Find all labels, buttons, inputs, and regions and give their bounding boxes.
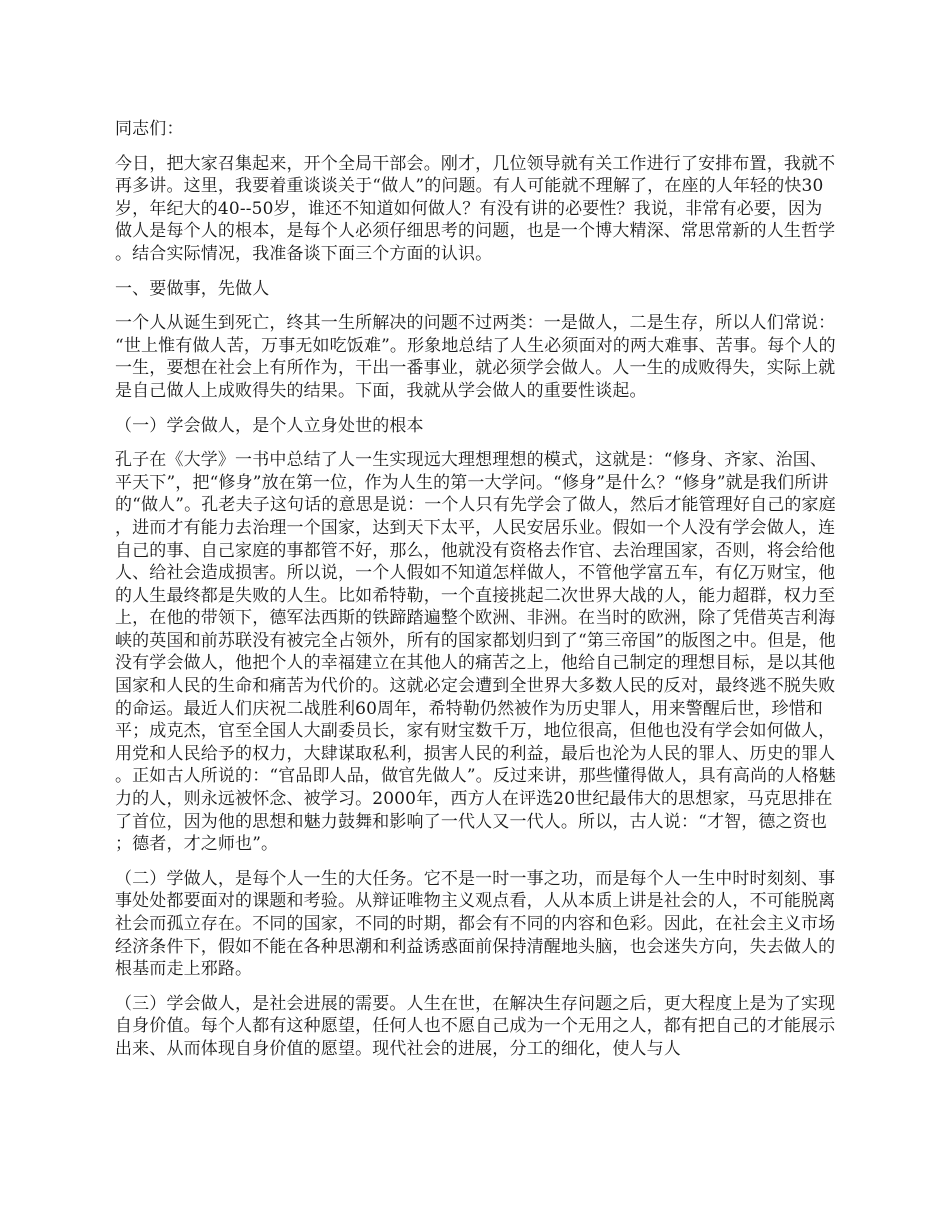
document-page	[115, 118, 839, 1073]
subsection-1-paragraph: 孔子在《大学》一书中总结了人一生实现远大理想理想的模式，这就是：“修身、齐家、治国、平天下”，把“修身”放在第一位，作为人生的第一大学问。“修身”是什么？“修身”就是我们所讲的“做人”。孔老夫子这句话的意思是说：一个人只有先学会了做人，然后才能管理好自己的家庭，进而才有能力去治理一个国家，达到天下太平，人民安居乐业。假如一个人没有学会做人，连自己的事、自己家庭的事都管不好，那么，他就没有资格去作官、去治理国家，否则，将会给他人、给社会造成损害。所以说，一个人假如不知道怎样做人，不管他学富五车，有亿万财宝，他的人生最终都是失败的人生。比如希特勒，一个直接挑起二次世界大战的人，能力超群，权力至上，在他的带领下，德军法西斯的铁蹄踏遍整个欧洲、非洲。在当时的欧洲，除了凭借英吉利海峡的英国和前苏联没有被完全占领外，所有的国家都划归到了“第三帝国”的版图之中。但是，他没有学会做人，他把个人的幸福建立在其他人的痛苦之上，他给自己制定的理想目标，是以其他国家和人民的生命和痛苦为代价的。这就必定会遭到全世界大多数人民的反对，最终逃不脱失败的命运。最近人们庆祝二战胜利60周年，希特勒仍然被作为历史罪人，用来警醒后世，珍惜和平；成克杰，官至全国人大副委员长，家有财宝数千万，地位很高，但他也没有学会如何做人，用党和人民给予的权力，大肆谋取私利，损害人民的利益，最后也沦为人民的罪人、历史的罪人。正如古人所说的：“官品即人品，做官先做人”。反过来讲，那些懂得做人，具有高尚的人格魅力的人，则永远被怀念、被学习。2000年，西方人在评选20世纪最伟大的思想家，马克思排在了首位，因为他的思想和魅力鼓舞和影响了一代人又一代人。所以，古人说：“才智，德之资也；德者，才之师也”。	[115, 450, 836, 855]
section-1-paragraph: 一个人从诞生到死亡，终其一生所解决的问题不过两类：一是做人，二是生存，所以人们常说：“世上惟有做人苦，万事无如吃饭难”。形象地总结了人生必须面对的两大难事、苦事。每个人的一生，要想在社会上有所作为，干出一番事业，就必须学会做人。人一生的成败得失，实际上就是自己做人上成败得失的结果。下面，我就从学会做人的重要性谈起。	[115, 313, 836, 401]
subsection-2-paragraph: （二）学做人，是每个人一生的大任务。它不是一时一事之功，而是每个人一生中时时刻刻、事事处处都要面对的课题和考验。从辩证唯物主义观点看，人从本质上讲是社会的人，不可能脱离社会而孤立存在。不同的国家，不同的时期，都会有不同的内容和色彩。因此，在社会主义市场经济条件下，假如不能在各种思潮和利益诱惑面前保持清醒地头脑，也会迷失方向，失去做人的根基而走上邪路。	[115, 868, 836, 980]
section-heading-1: 一、要做事，先做人	[115, 278, 270, 299]
subsection-3-paragraph: （三）学会做人，是社会进展的需要。人生在世，在解决生存问题之后，更大程度上是为了实现自身价值。每个人都有这种愿望，任何人也不愿自己成为一个无用之人，都有把自己的才能展示出来、从而体现自身价值的愿望。现代社会的进展，分工的细化，使人与人	[115, 993, 836, 1059]
salutation: 同志们：	[115, 119, 184, 139]
intro-paragraph: 今日，把大家召集起来，开个全局干部会。刚才，几位领导就有关工作进行了安排布置，我就不再多讲。这里，我要着重谈谈关于“做人”的问题。有人可能就不理解了，在座的人年轻的快30岁，年纪大的40--50岁，谁还不知道如何做人？有没有讲的必要性？我说，非常有必要，因为做人是每个人的根本，是每个人必须仔细思考的问题，也是一个博大精深、常思常新的人生哲学。结合实际情况，我准备谈下面三个方面的认识。	[115, 153, 836, 264]
subsection-heading-1: （一）学会做人，是个人立身处世的根本	[115, 415, 424, 436]
